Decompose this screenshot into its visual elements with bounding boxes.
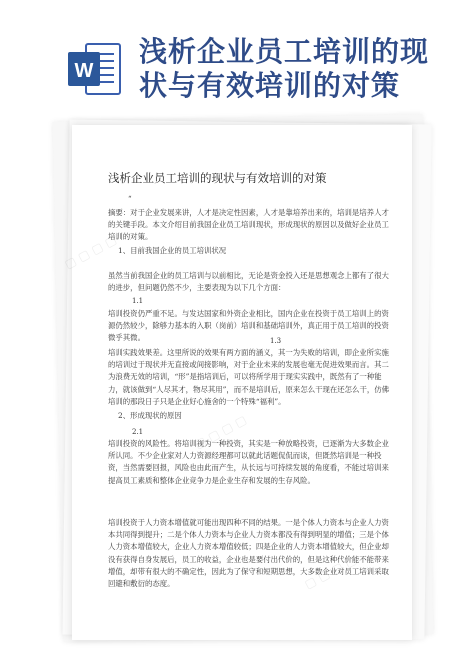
word-icon-letter: W: [74, 60, 94, 82]
section-heading-1: 1、目前我国企业的员工培训状况: [118, 246, 227, 255]
quote-mark: “: [128, 195, 132, 203]
watermark: ▢ ▢ ▢ ▢: [62, 232, 119, 272]
section-heading-2: 2、形成现状的原因: [118, 411, 182, 420]
watermark: ▢ ▢ ▢ ▢: [192, 412, 249, 452]
document-title: 浅析企业员工培训的现状与有效培训的对策: [108, 171, 327, 185]
banner-title-line-1: 浅析企业员工培训的现: [139, 35, 430, 68]
paragraph-3: 培训实践效果差。这里所说的效果有两方面的涵义，其一为失败的培训，即企业所实施的培训过于现状并无直接或间接影响，对于企业未来的发展也毫无促进效果而言。其二为浪费无效的培训，“形”是指培训后，可以将所学用于现实实践中，既然有了一种能力，就该做到“人尽其才，物尽其用”，而不是培训后，原来怎么干现在还怎么干，仿佛培训的那段日子只是企业好心施舍的一个特殊“福利”。: [108, 348, 390, 406]
section-number-1-1: 1.1: [132, 297, 144, 305]
section-number-1-3: 1.3: [270, 337, 282, 345]
banner-title-line-2: 状与有效培训的对策: [139, 69, 401, 102]
paragraph-5: 培训投资于人力资本增值就可能出现四种不同的结果。一是个体人力资本与企业人力资本共同得到提升；二是个体人力资本与企业人力资本都没有得到明显的增值；三是个体人力资本增值较大，企业人力资本增值较低；四是企业的人力资本增值较大，但企业却没有获得自身发展后，员工的收益，企业也是要付出代价的，但是这种代价能不能带来增值，却带有很大的不确定性，因此为了保守和短期思想，大多数企业对员工培训采取回避和敷衍的态度。: [108, 518, 389, 589]
abstract-paragraph: 摘要：对于企业发展来讲，人才是决定性因素，人才是靠培养出来的，培训是培养人才的关键手段。本文介绍目前我国企业员工培训现状，形成现状的原因以及做好企业员工培训的对策。: [108, 208, 389, 242]
section-number-2-1: 2.1: [132, 428, 144, 436]
paragraph-4: 培训投资的风险性。将培训视为一种投资，其实是一种放略投资，已逐渐为大多数企业所认同。不少企业家对人力资源经理都可以就此话题侃侃而谈，但既然培训是一种投资，当然需要回报，风险也由此而产生，从长远与可持续发展的角度看，不能过培训来提高员工素质和整体企业竞争力是企业生存和发展的生存风险。: [108, 439, 389, 485]
word-document-icon: [66, 40, 124, 98]
watermark: ▢ ▢ ▢ ▢: [302, 552, 359, 592]
paragraph-1: 虽然当前我国企业的员工培训与以前相比，无论是资金投入还是思想观念上都有了很大的进步，但问题仍然不少，主要表现为以下几个方面：: [108, 271, 389, 293]
document-banner: [0, 0, 474, 112]
document-page: [62, 125, 412, 640]
paragraph-2: 培训投资仍严重不足。与发达国家和外资企业相比，国内企业在投资于员工培训上的资源仍然较少，除够力基本的入职（岗前）培训和基础培训外，真正用于员工培训的投资微乎其微。: [108, 309, 389, 343]
